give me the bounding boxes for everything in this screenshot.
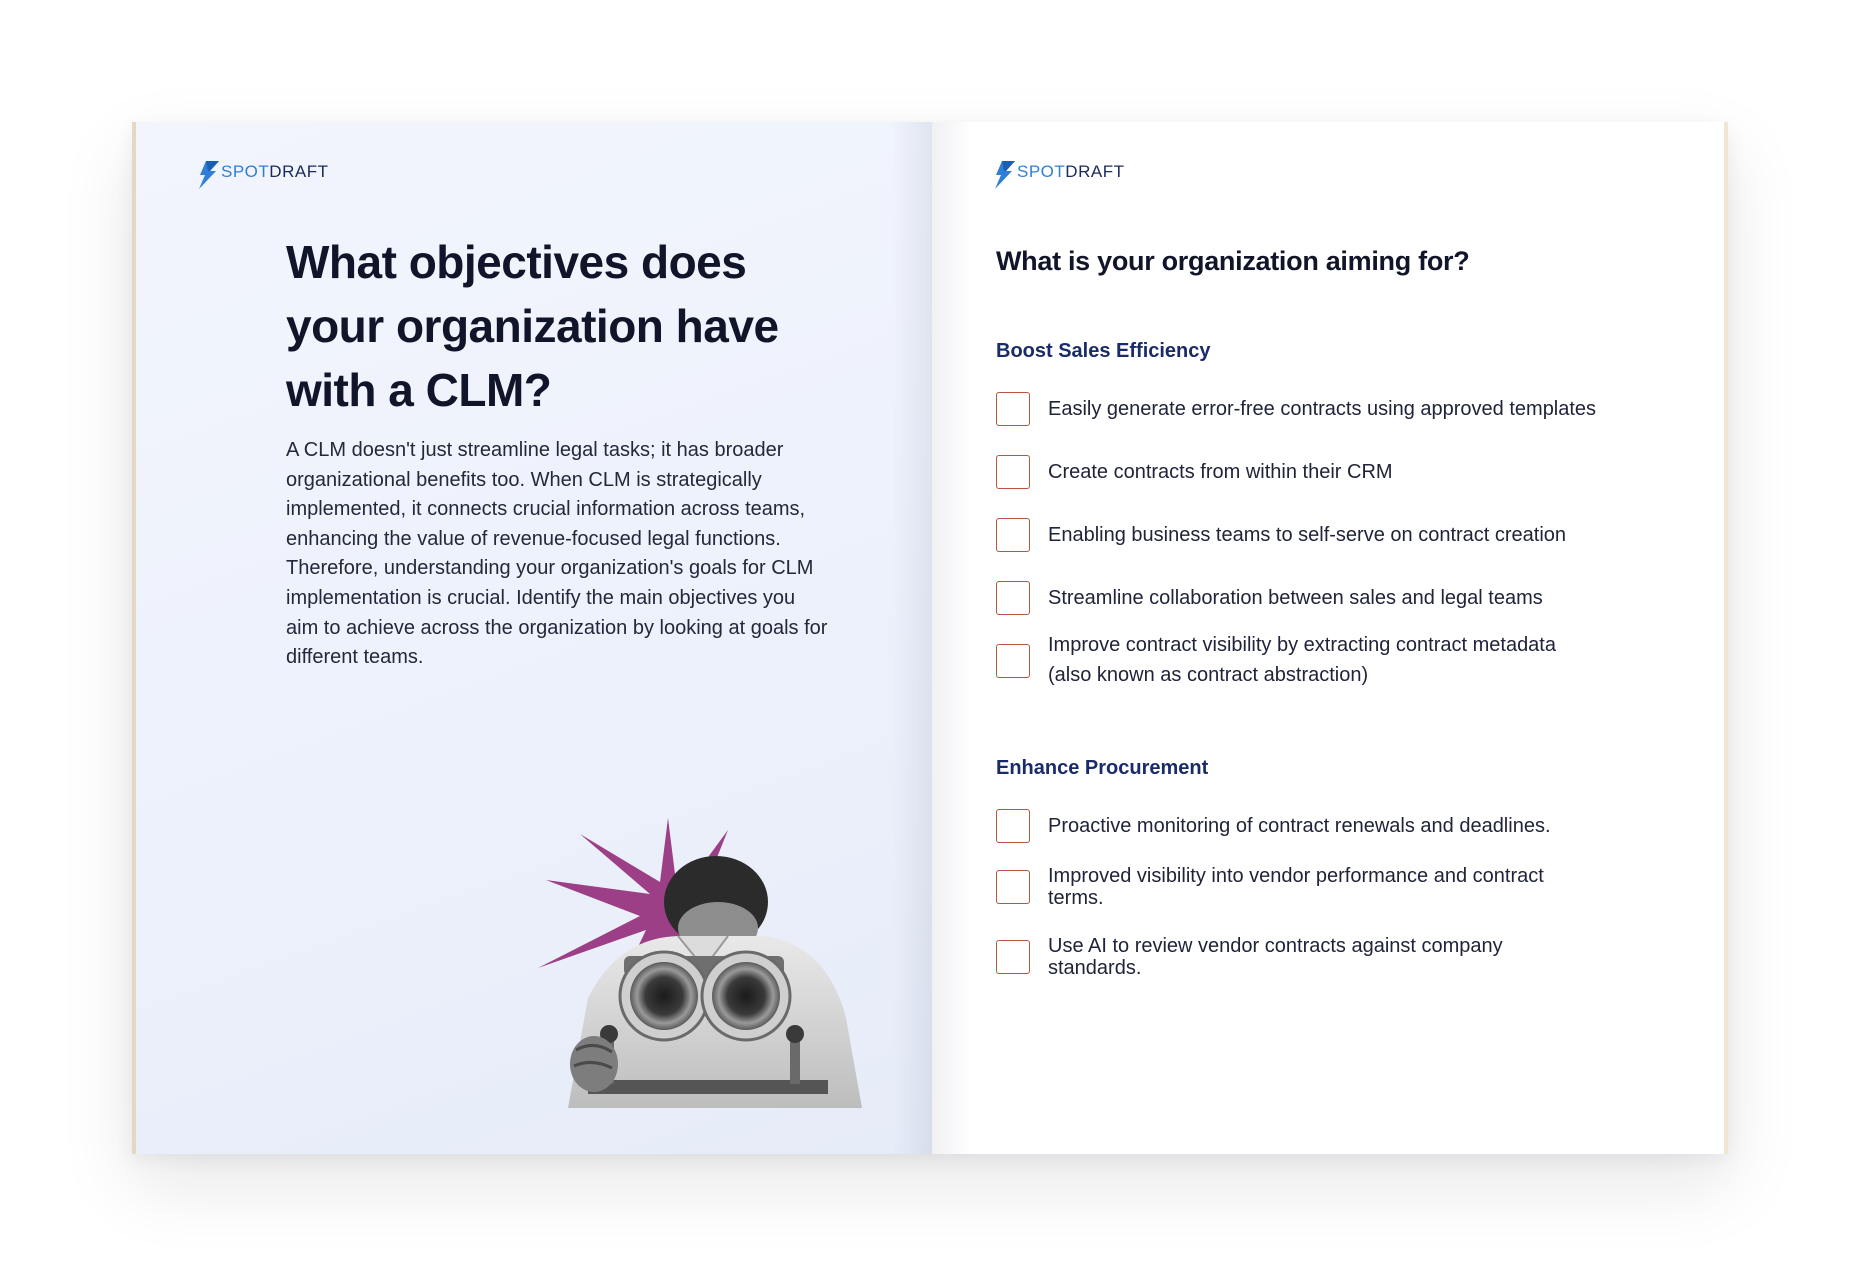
binoculars-illustration — [528, 818, 874, 1108]
body-line: Therefore, understanding your organization's goals for CLM — [286, 557, 814, 580]
checklist-item-label — [1048, 865, 1544, 909]
logo-draft-text: DRAFT — [1065, 162, 1125, 181]
label-line: Improved visibility into vendor performance and contract — [1048, 865, 1544, 887]
checkbox[interactable] — [996, 455, 1030, 489]
body-line: implementation is crucial. Identify the main objectives you — [286, 586, 796, 609]
checkbox[interactable] — [996, 809, 1030, 843]
checklist-item — [996, 935, 1656, 979]
page-title — [286, 230, 886, 422]
label-line: standards. — [1048, 957, 1142, 979]
checklist-item-label — [1048, 398, 1596, 420]
checkbox[interactable] — [996, 392, 1030, 426]
checklist-item — [996, 809, 1656, 843]
intro-paragraph — [286, 436, 876, 673]
title-line: your organization have — [286, 300, 779, 352]
checklist-item — [996, 518, 1656, 552]
spotdraft-logo — [196, 160, 328, 190]
checklist-item — [996, 581, 1656, 615]
label-line: (also known as contract abstraction) — [1048, 663, 1369, 686]
checkbox[interactable] — [996, 581, 1030, 615]
checklist-item-label — [1048, 587, 1543, 609]
logo-spot-text: SPOT — [1017, 162, 1066, 181]
lightning-bolt-icon — [992, 160, 1016, 190]
checklist-item-label — [1048, 631, 1556, 690]
open-booklet — [132, 122, 1728, 1154]
right-page — [932, 122, 1728, 1154]
spotdraft-logo — [992, 160, 1124, 190]
left-page — [132, 122, 932, 1154]
label-line: Easily generate error-free contracts using approved templates — [1048, 398, 1597, 420]
checkbox[interactable] — [996, 518, 1030, 552]
label-line: Streamline collaboration between sales and legal teams — [1048, 587, 1543, 609]
checklist-item — [996, 865, 1656, 909]
checkbox[interactable] — [996, 870, 1030, 904]
body-line: different teams. — [286, 646, 424, 669]
label-line: Proactive monitoring of contract renewals and deadlines. — [1048, 815, 1551, 837]
body-line: aim to achieve across the organization by looking at goals for — [286, 616, 828, 639]
checklist-item-label — [1048, 815, 1551, 837]
title-line: with a CLM? — [286, 364, 552, 416]
checklist-title: What is your organization aiming for? — [996, 246, 1470, 276]
label-line: Use AI to review vendor contracts against company — [1048, 935, 1503, 957]
logo-wordmark — [221, 162, 328, 182]
checklist-item-label — [1048, 524, 1566, 546]
lightning-bolt-icon — [196, 160, 220, 190]
label-line: terms. — [1048, 887, 1104, 909]
logo-spot-text: SPOT — [221, 162, 270, 181]
label-line: Enabling business teams to self-serve on contract creation — [1048, 524, 1567, 546]
body-line: A CLM doesn't just streamline legal tasks; it has broader — [286, 439, 784, 461]
checkbox[interactable] — [996, 644, 1030, 678]
logo-draft-text: DRAFT — [269, 162, 329, 181]
checklist-item-label — [1048, 935, 1503, 979]
body-line: implemented, it connects crucial information across teams, — [286, 498, 806, 521]
title-line: What objectives does — [286, 236, 747, 288]
checklist-item — [996, 631, 1656, 690]
section-heading-procurement: Enhance Procurement — [996, 757, 1209, 779]
body-line: enhancing the value of revenue-focused legal functions. — [286, 527, 781, 550]
checklist-item — [996, 392, 1656, 426]
logo-wordmark — [1017, 162, 1124, 182]
section-heading-sales: Boost Sales Efficiency — [996, 340, 1211, 362]
label-line: Improve contract visibility by extracting contract metadata — [1048, 634, 1556, 656]
checklist-item-label — [1048, 461, 1393, 483]
body-line: organizational benefits too. When CLM is strategically — [286, 468, 762, 491]
checkbox[interactable] — [996, 940, 1030, 974]
checklist-item — [996, 455, 1656, 489]
label-line: Create contracts from within their CRM — [1048, 461, 1393, 483]
